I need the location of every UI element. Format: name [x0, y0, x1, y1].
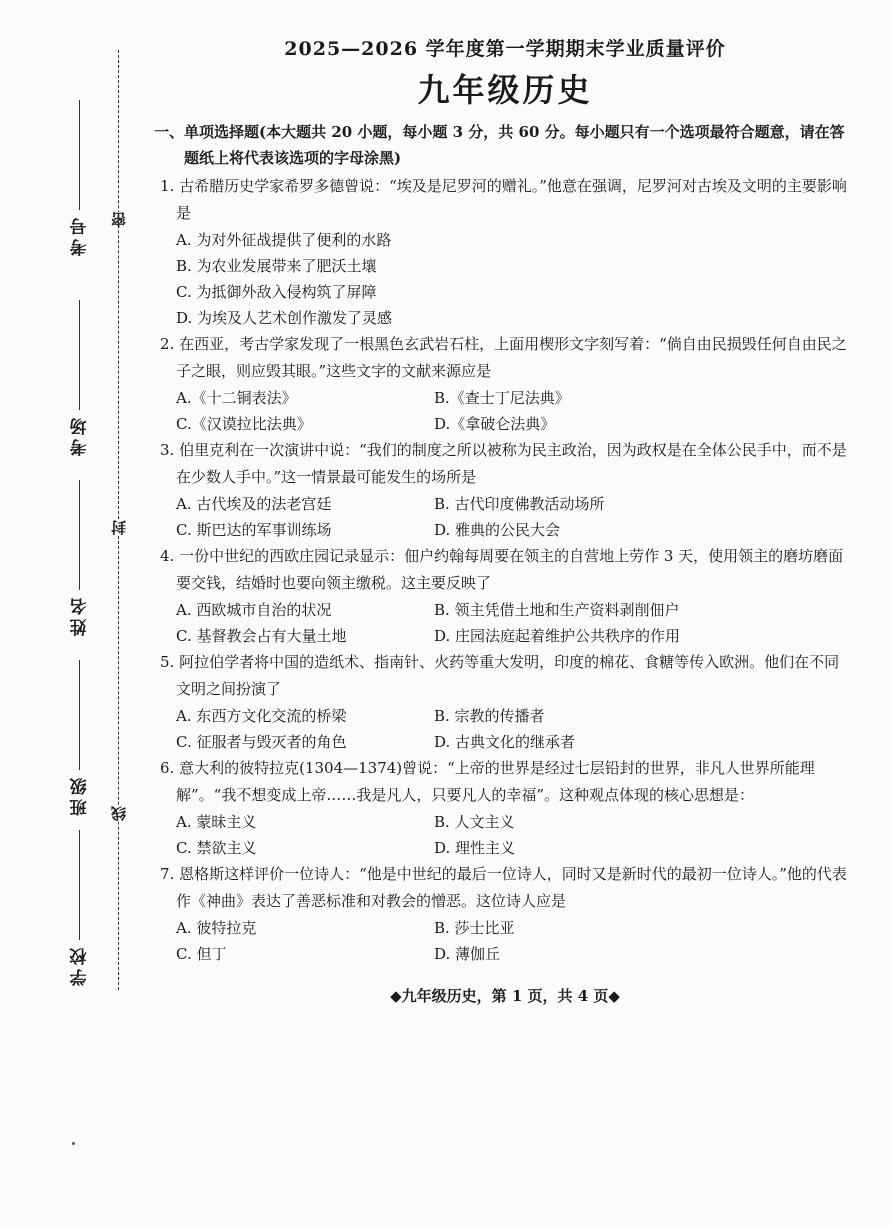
field-blank[interactable] — [80, 300, 81, 410]
question-stem: 7. 恩格斯这样评价一位诗人：“他是中世纪的最后一位诗人，同时又是新时代的最初一位诗人。”他的代表作《神曲》表达了善恶标准和对教会的憎恶。这位诗人应是 — [160, 865, 847, 910]
section-heading: 一、单项选择题(本大题共 20 小题，每小题 3 分，共 60 分。每小题只有一个选项最符合题意，请在答题纸上将代表该选项的字母涂黑) — [154, 123, 845, 167]
field-exam-number[interactable] — [68, 100, 92, 256]
option-group — [160, 385, 850, 437]
option-b[interactable]: B. 宗教的传播者 — [434, 707, 545, 725]
binding-margin — [0, 0, 140, 1226]
question-6 — [160, 755, 850, 861]
option-c[interactable]: C. 为抵御外敌入侵构筑了屏障 — [176, 283, 377, 301]
subject-title: 九年级历史 — [417, 71, 593, 109]
option-d[interactable]: D. 为埃及人艺术创作激发了灵感 — [176, 309, 393, 327]
option-b[interactable]: B. 领主凭借土地和生产资料剥削佃户 — [434, 601, 680, 619]
option-c[interactable]: C.《汉谟拉比法典》 — [176, 415, 312, 433]
seal-char-mi: 密 — [110, 212, 128, 227]
option-d[interactable]: D. 古典文化的继承者 — [434, 733, 576, 751]
seal-char-feng: 封 — [110, 520, 128, 535]
option-b[interactable]: B. 莎士比亚 — [434, 919, 515, 937]
option-group — [160, 491, 850, 543]
question-2 — [160, 331, 850, 437]
question-4 — [160, 543, 850, 649]
field-blank[interactable] — [80, 830, 81, 940]
option-c[interactable]: C. 斯巴达的军事训练场 — [176, 521, 332, 539]
field-school[interactable] — [68, 830, 92, 986]
option-d[interactable]: D. 雅典的公民大会 — [434, 521, 561, 539]
option-c[interactable]: C. 但丁 — [176, 945, 227, 963]
option-a[interactable]: A. 古代埃及的法老宫廷 — [176, 495, 332, 513]
option-b[interactable]: B. 古代印度佛教活动场所 — [434, 495, 605, 513]
option-group — [160, 597, 850, 649]
option-d[interactable]: D. 庄园法庭起着维护公共秩序的作用 — [434, 627, 681, 645]
field-label-name: 姓名 — [70, 594, 91, 636]
seal-char-xian: 线 — [110, 806, 128, 821]
option-group — [160, 915, 850, 967]
option-b[interactable]: B. 为农业发展带来了肥沃土壤 — [176, 257, 377, 275]
exam-content — [154, 34, 850, 967]
field-blank[interactable] — [80, 100, 81, 210]
question-5 — [160, 649, 850, 755]
question-stem: 5. 阿拉伯学者将中国的造纸术、指南针、火药等重大发明，印度的棉花、食糖等传入欧洲。他们在不同文明之间扮演了 — [160, 653, 840, 698]
option-a[interactable]: A.《十二铜表法》 — [176, 389, 297, 407]
question-7 — [160, 861, 850, 967]
question-1 — [160, 173, 850, 331]
question-list — [160, 173, 850, 967]
question-stem: 4. 一份中世纪的西欧庄园记录显示：佃户约翰每周要在领主的自营地上劳作 3 天，使用领主的磨坊磨面要交钱，结婚时也要向领主缴税。这主要反映了 — [160, 547, 844, 592]
option-c[interactable]: C. 基督教会占有大量土地 — [176, 627, 347, 645]
option-group — [160, 809, 850, 861]
option-a[interactable]: A. 为对外征战提供了便利的水路 — [176, 231, 392, 249]
field-label-school: 学校 — [70, 944, 91, 986]
field-name[interactable] — [68, 480, 92, 636]
option-d[interactable]: D. 理性主义 — [434, 839, 516, 857]
field-label-exam-room: 考场 — [70, 414, 91, 456]
field-label-exam-number: 考号 — [70, 214, 91, 256]
exam-title: 2025—2026 学年度第一学期期末学业质量评价 — [284, 38, 726, 60]
question-stem: 2. 在西亚，考古学家发现了一根黑色玄武岩石柱，上面用楔形文字刻写着：“倘自由民损毁任何自由民之子之眼，则应毁其眼。”这些文字的文献来源应是 — [160, 335, 847, 380]
question-stem: 6. 意大利的彼特拉克(1304—1374)曾说：“上帝的世界是经过七层铅封的世界，非凡人世界所能理解”。“我不想变成上帝……我是凡人，只要凡人的幸福”。这种观点体现的核心思想是： — [160, 759, 815, 804]
option-d[interactable]: D.《拿破仑法典》 — [434, 415, 556, 433]
option-a[interactable]: A. 蒙昧主义 — [176, 813, 257, 831]
option-b[interactable]: B. 人文主义 — [434, 813, 515, 831]
page-footer: ◆九年级历史，第 1 页，共 4 页◆ — [390, 987, 620, 1005]
option-c[interactable]: C. 禁欲主义 — [176, 839, 257, 857]
option-group — [160, 703, 850, 755]
option-b[interactable]: B.《查士丁尼法典》 — [434, 389, 570, 407]
question-stem: 1. 古希腊历史学家希罗多德曾说：“埃及是尼罗河的赠礼。”他意在强调，尼罗河对古埃及文明的主要影响是 — [160, 177, 847, 222]
option-a[interactable]: A. 东西方文化交流的桥梁 — [176, 707, 347, 725]
question-stem: 3. 伯里克利在一次演讲中说：“我们的制度之所以被称为民主政治，因为政权是在全体公民手中，而不是在少数人手中。”这一情景最可能发生的场所是 — [160, 441, 847, 486]
field-blank[interactable] — [80, 660, 81, 770]
option-c[interactable]: C. 征服者与毁灭者的角色 — [176, 733, 347, 751]
option-d[interactable]: D. 薄伽丘 — [434, 945, 501, 963]
option-a[interactable]: A. 彼特拉克 — [176, 919, 257, 937]
question-3 — [160, 437, 850, 543]
scan-speck — [72, 1142, 75, 1145]
field-exam-room[interactable] — [68, 300, 92, 456]
field-blank[interactable] — [80, 480, 81, 590]
option-group — [160, 227, 850, 331]
option-a[interactable]: A. 西欧城市自治的状况 — [176, 601, 332, 619]
field-class[interactable] — [68, 660, 92, 816]
field-label-class: 班级 — [70, 774, 91, 816]
